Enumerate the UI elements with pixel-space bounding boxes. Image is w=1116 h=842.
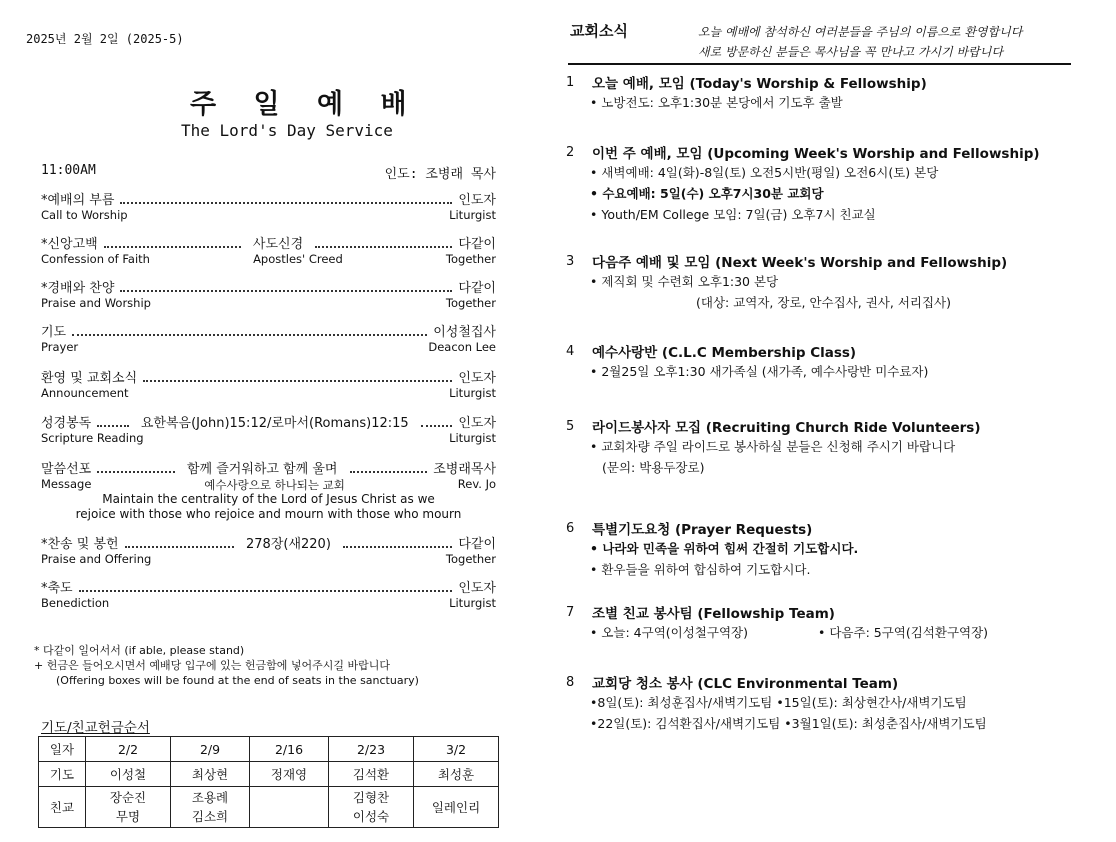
news-section	[566, 416, 1071, 478]
news-bullet	[566, 204, 1071, 225]
order-item-detail-english: Apostles' Creed	[253, 252, 343, 266]
news-section-number: 8	[566, 674, 575, 690]
table-cell: 일레인리	[414, 787, 499, 828]
order-item-english-row	[41, 252, 496, 267]
order-item-detail: 278장(새220)	[246, 537, 331, 552]
news-heading: 교회소식	[570, 22, 628, 40]
order-item-detail: 함께 즐거워하고 함께 울며	[186, 462, 338, 477]
news-section-title: 조별 친교 봉사팀 (Fellowship Team)	[592, 606, 835, 622]
order-item	[41, 369, 496, 401]
order-item-english-row	[41, 477, 496, 492]
order-item-leader-english: Liturgist	[449, 208, 496, 222]
news-bullet	[566, 692, 1071, 713]
order-item-english-row	[41, 552, 496, 567]
news-bullet	[566, 292, 1071, 313]
order-item-detail-english	[151, 296, 446, 311]
news-bullet-text: • 새벽예배: 4일(화)-8일(토) 오전5시반(평일) 오전6시(토) 본당	[590, 165, 939, 180]
order-item-detail-english	[129, 386, 450, 401]
order-item-name: 기도	[41, 325, 67, 340]
order-item-leader: 다같이	[458, 281, 496, 296]
table-cell: 정재영	[250, 762, 329, 787]
news-bullet-text: • 교회차량 주일 라이드로 봉사하실 분들은 신청해 주시기 바랍니다	[590, 439, 956, 454]
order-item-detail: 요한복음(John)15:12/로마서(Romans)12:15	[140, 416, 409, 431]
news-section-title: 이번 주 예배, 모임 (Upcoming Week's Worship and Fellowship)	[592, 146, 1040, 162]
dot-leader	[97, 425, 129, 427]
cell-line: 조용례	[191, 790, 229, 805]
order-item	[41, 460, 496, 492]
news-bullet-text: • Youth/EM College 모임: 7일(금) 오후7시 친교실	[590, 207, 876, 222]
dot-leader	[120, 202, 452, 204]
news-section	[566, 142, 1071, 225]
news-section-number: 4	[566, 343, 575, 359]
order-item-detail-english	[128, 208, 450, 223]
news-section-number: 5	[566, 418, 575, 434]
table-cell: 최상현	[171, 762, 250, 787]
table-cell: 2/16	[250, 737, 329, 762]
order-item-name: 환영 및 교회소식	[41, 371, 138, 386]
news-bullet	[566, 457, 1071, 478]
news-bullet-text: • 제직회 및 수련회 오후1:30 본당	[590, 274, 779, 289]
order-item-detail-english: 예수사랑으로 하나되는 교회	[204, 478, 345, 492]
service-title-korean: 주 일 예 배	[190, 89, 421, 120]
order-item-name: *경배와 찬양	[41, 281, 115, 296]
order-item-name: *축도	[41, 581, 73, 596]
order-item-name-english: Call to Worship	[41, 208, 128, 222]
welcome-line: 오늘 예배에 참석하신 여러분들을 주님의 이름으로 환영합니다	[698, 25, 1023, 39]
news-section-number: 2	[566, 144, 575, 160]
news-section-heading	[566, 72, 1071, 92]
order-item-korean-row	[41, 460, 496, 477]
news-bullet	[566, 92, 1071, 113]
order-item-leader: 조병래목사	[433, 462, 497, 477]
order-item-name: *예배의 부름	[41, 193, 115, 208]
news-bullet	[566, 713, 1071, 734]
news-bullet-text: •22일(토): 김석환집사/새벽기도팀 •3월1일(토): 최성춘집사/새벽기도팀	[590, 716, 987, 731]
order-item-leader: 인도자	[458, 371, 496, 386]
order-item-korean-row	[41, 579, 496, 596]
order-item-english-row	[41, 340, 496, 355]
table-cell	[329, 787, 414, 828]
table-cell	[250, 787, 329, 828]
divider	[568, 63, 1071, 65]
news-section-heading	[566, 142, 1071, 162]
news-bullet-text: •8일(토): 최성훈집사/새벽기도팀 •15일(토): 최상현간사/새벽기도팀	[590, 695, 967, 710]
table-row	[39, 737, 499, 762]
order-item-english-row	[41, 431, 496, 446]
news-section-title: 오늘 예배, 모임 (Today's Worship & Fellowship)	[592, 76, 927, 92]
order-item-leader: 인도자	[458, 416, 497, 431]
news-section-heading	[566, 341, 1071, 361]
table-cell: 3/2	[414, 737, 499, 762]
table-cell: 친교	[39, 787, 86, 828]
news-section	[566, 602, 1071, 643]
service-time: 11:00AM	[41, 163, 96, 178]
news-section	[566, 72, 1071, 113]
news-bullet-text: • 환우들을 위하여 합심하여 기도합시다.	[590, 562, 811, 577]
order-item-detail-english	[109, 596, 449, 611]
news-section	[566, 341, 1071, 382]
news-section	[566, 672, 1071, 734]
table-cell: 2/2	[86, 737, 171, 762]
schedule-title: 기도/친교헌금순서	[41, 720, 150, 736]
table-cell: 최성훈	[414, 762, 499, 787]
table-cell: 2/9	[171, 737, 250, 762]
order-item-name-english: Message	[41, 477, 92, 491]
order-item-leader-english: Rev. Jo	[457, 477, 496, 491]
order-item-english-row	[41, 596, 496, 611]
dot-leader	[343, 546, 452, 548]
order-item	[41, 235, 496, 267]
news-section-title: 교회당 청소 봉사 (CLC Environmental Team)	[592, 676, 899, 692]
order-item-leader-english: Liturgist	[449, 596, 496, 610]
dot-leader	[72, 334, 427, 336]
order-item-leader-english: Together	[445, 252, 496, 266]
dot-leader	[120, 290, 452, 292]
news-section-title: 라이드봉사자 모집 (Recruiting Church Ride Volunteers)	[592, 420, 981, 436]
service-notes	[34, 643, 419, 688]
news-section-number: 6	[566, 520, 575, 536]
news-bullet	[566, 559, 1071, 580]
news-section-number: 3	[566, 253, 575, 269]
table-cell: 김석환	[329, 762, 414, 787]
news-section	[566, 251, 1071, 313]
news-section-heading	[566, 518, 1071, 538]
cell-line: 이성숙	[352, 809, 390, 824]
bulletin-date: 2025년 2월 2일 (2025-5)	[26, 32, 184, 46]
news-bullet-text: • 수요예배: 5일(수) 오후7시30분 교회당	[590, 186, 824, 201]
welcome-line: 새로 방문하신 분들은 목사님을 꼭 만나고 가시기 바랍니다	[698, 45, 1003, 59]
message-theme-english	[41, 492, 496, 522]
order-item-korean-row	[41, 235, 496, 252]
order-item-leader: 인도자	[458, 581, 496, 596]
order-item-detail: 사도신경	[252, 237, 304, 252]
dot-leader	[421, 425, 453, 427]
news-section-number: 1	[566, 74, 575, 90]
order-item-korean-row	[41, 535, 496, 552]
order-item-leader-english: Together	[445, 296, 496, 310]
cell-line: 무명	[115, 809, 141, 824]
dot-leader	[143, 380, 452, 382]
prayer-offering-schedule-table	[38, 736, 499, 828]
table-cell	[86, 787, 171, 828]
news-bullet-text: (문의: 박용두장로)	[602, 460, 705, 475]
welcome-message	[698, 22, 1022, 62]
news-bullet	[566, 271, 1071, 292]
order-item-name-english: Confession of Faith	[41, 252, 150, 266]
order-item-leader-english: Together	[445, 552, 496, 566]
news-bullet-text: (대상: 교역자, 장로, 안수집사, 권사, 서리집사)	[696, 295, 952, 310]
table-row	[39, 762, 499, 787]
order-item-name: 말씀선포	[41, 462, 92, 477]
cell-line: 장순진	[109, 790, 147, 805]
order-item	[41, 579, 496, 611]
note-stand: * 다같이 일어서서 (if able, please stand)	[34, 644, 245, 657]
order-item-name-english: Prayer	[41, 340, 79, 354]
order-item-leader: 인도자	[458, 193, 496, 208]
news-section-title: 예수사랑반 (C.L.C Membership Class)	[592, 345, 857, 361]
dot-leader	[104, 246, 241, 248]
order-item-korean-row	[41, 323, 496, 340]
news-bullet	[566, 622, 1071, 643]
table-cell: 2/23	[329, 737, 414, 762]
note-offering-english: (Offering boxes will be found at the end of seats in the sanctuary)	[56, 674, 419, 687]
news-bullet-text: • 노방전도: 오후1:30분 본당에서 기도후 출발	[590, 95, 843, 110]
table-cell: 기도	[39, 762, 86, 787]
order-item-english-row	[41, 296, 496, 311]
news-bullet	[566, 436, 1071, 457]
order-item-leader: 다같이	[458, 237, 496, 252]
news-section-heading	[566, 672, 1071, 692]
table-row	[39, 787, 499, 828]
order-item-name: *신앙고백	[41, 237, 98, 252]
news-bullet-text: • 다음주: 5구역(김석환구역장)	[818, 625, 989, 640]
order-item	[41, 191, 496, 223]
order-item-name-english: Praise and Worship	[41, 296, 151, 310]
order-item-name-english: Benediction	[41, 596, 110, 610]
news-section-heading	[566, 602, 1071, 622]
news-bullet	[566, 183, 1071, 204]
news-bullet-text: • 오늘: 4구역(이성철구역장)	[590, 625, 748, 640]
message-theme-line: Maintain the centrality of the Lord of Jesus Christ as we	[102, 492, 435, 506]
cell-line: 김소희	[191, 809, 229, 824]
dot-leader	[125, 546, 234, 548]
news-section-title: 다음주 예배 및 모임 (Next Week's Worship and Fellowship)	[592, 255, 1008, 271]
order-item-korean-row	[41, 191, 496, 208]
note-offering: + 헌금은 들어오시면서 예배당 입구에 있는 헌금함에 넣어주시길 바랍니다	[34, 659, 390, 672]
dot-leader	[350, 471, 428, 473]
dot-leader	[97, 471, 175, 473]
message-theme-line: rejoice with those who rejoice and mourn with those who mourn	[75, 507, 462, 521]
order-item-leader-english: Liturgist	[449, 386, 496, 400]
order-item-detail-english	[151, 552, 446, 567]
order-item-leader: 이성철집사	[433, 325, 496, 340]
order-item-detail-english	[78, 340, 428, 355]
news-bullet-text: • 나라와 민족을 위하여 힘써 간절히 기도합시다.	[590, 541, 859, 556]
dot-leader	[315, 246, 452, 248]
cell-line: 김형찬	[352, 790, 390, 805]
order-item	[41, 414, 496, 446]
order-item-name-english: Scripture Reading	[41, 431, 144, 445]
news-section-heading	[566, 251, 1071, 271]
order-item-korean-row	[41, 369, 496, 386]
order-item-korean-row	[41, 279, 496, 296]
order-item-name-english: Announcement	[41, 386, 129, 400]
dot-leader	[79, 590, 453, 592]
order-item-leader-english: Liturgist	[449, 431, 496, 445]
order-item-name-english: Praise and Offering	[41, 552, 152, 566]
news-bullet	[566, 538, 1071, 559]
table-cell: 일자	[39, 737, 86, 762]
order-item-name: 성경봉독	[41, 416, 92, 431]
order-item-english-row	[41, 386, 496, 401]
service-officiant: 인도: 조병래 목사	[384, 167, 496, 182]
news-section-title: 특별기도요청 (Prayer Requests)	[592, 522, 813, 538]
order-item-detail-english	[144, 431, 450, 446]
order-item	[41, 535, 496, 567]
table-cell	[171, 787, 250, 828]
news-section	[566, 518, 1071, 580]
order-item	[41, 323, 496, 355]
news-bullet	[566, 162, 1071, 183]
order-item-english-row	[41, 208, 496, 223]
order-item-name: *찬송 및 봉헌	[41, 537, 119, 552]
order-item	[41, 279, 496, 311]
news-section-heading	[566, 416, 1071, 436]
order-item-leader-english: Deacon Lee	[428, 340, 496, 354]
news-bullet-text: • 2월25일 오후1:30 새가족실 (새가족, 예수사랑반 미수료자)	[590, 364, 929, 379]
news-section-number: 7	[566, 604, 575, 620]
order-item-leader: 다같이	[458, 537, 497, 552]
news-bullet	[566, 361, 1071, 382]
table-cell: 이성철	[86, 762, 171, 787]
service-title-english: The Lord's Day Service	[181, 121, 393, 140]
order-item-korean-row	[41, 414, 496, 431]
